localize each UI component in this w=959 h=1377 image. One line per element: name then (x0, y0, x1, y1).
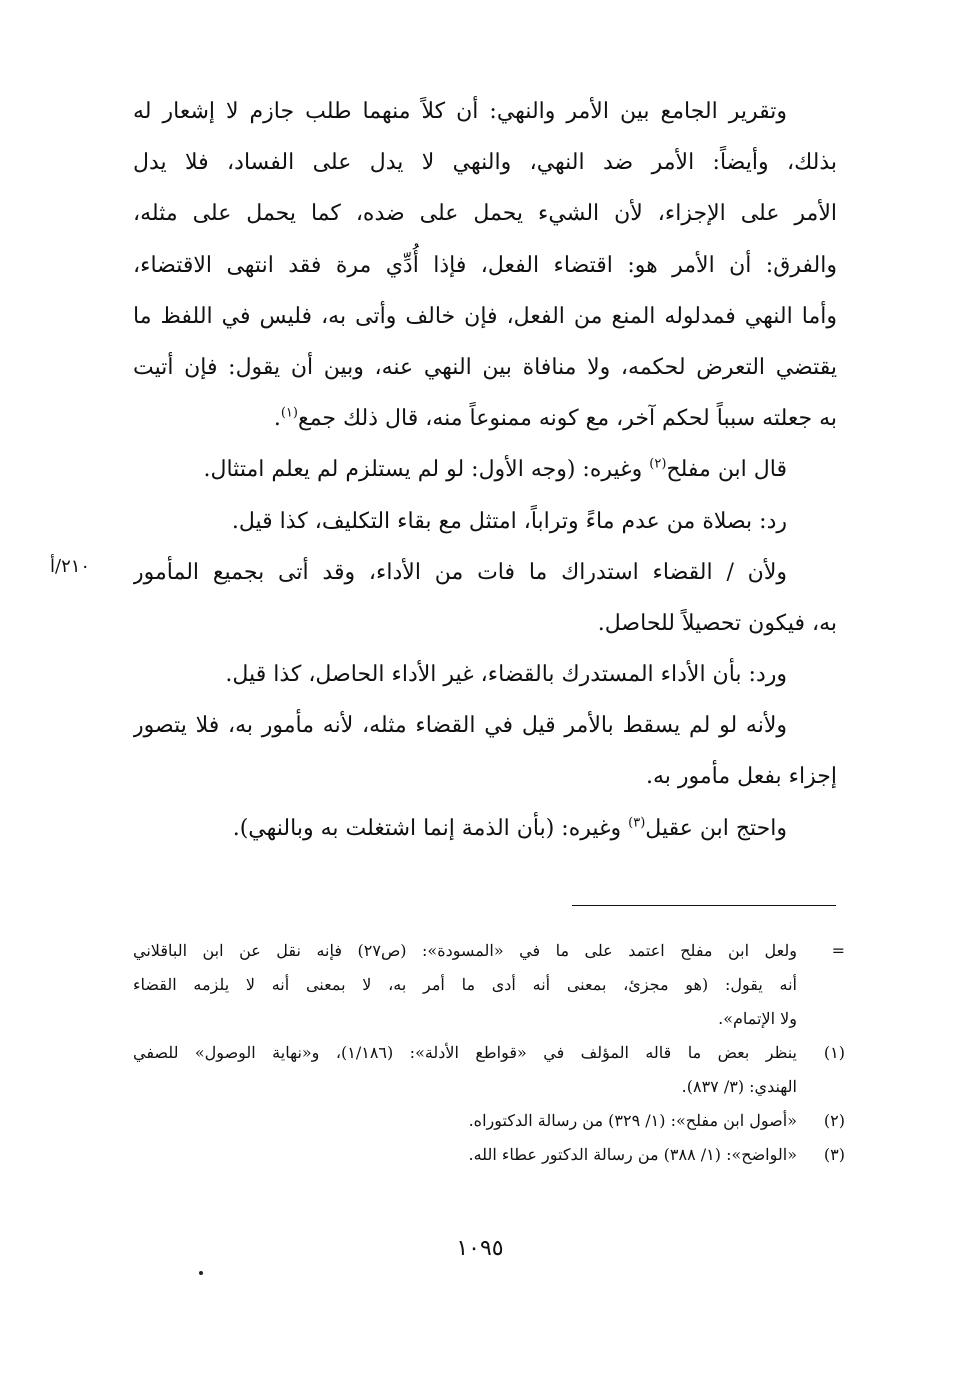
footnote-3 (133, 1138, 845, 1172)
main-line (133, 803, 837, 854)
line-end-period: . (273, 406, 281, 432)
footnote-line: ينظر بعض ما قاله المؤلف في «قواطع الأدلة»: (١/١٨٦)، و«نهاية الوصول» للصفي (133, 1043, 797, 1062)
footnote-ref: (١) (280, 405, 298, 421)
main-line: إجزاء بفعل مأمور به. (646, 764, 837, 790)
footnote-number: (٢) (823, 1111, 845, 1130)
footnote-continuation (133, 934, 845, 1036)
main-line-text: به جعلته سبباً لحكم آخر، مع كونه ممنوعاً منه، قال ذلك جمع (297, 406, 837, 432)
page-number: ١٠٩٥ (456, 1236, 504, 1261)
footnote-2 (133, 1104, 845, 1138)
main-line: ولأن / القضاء استدراك ما فات من الأداء، وقد أتى بجميع المأمور (133, 559, 787, 585)
manuscript-folio-note: ٢١٠/أ (50, 556, 91, 577)
footnote-line: أنه يقول: (هو مجزئ، بمعنى أنه أدى ما أمر به، لا بمعنى أنه لا يلزمه القضاء (133, 975, 797, 994)
main-line: به، فيكون تحصيلاً للحاصل. (597, 610, 837, 636)
main-line: ولأنه لو لم يسقط بالأمر قيل في القضاء مثله، لأنه مأمور به، فلا يتصور (133, 713, 787, 739)
main-line: ورد: بأن الأداء المستدرك بالقضاء، غير الأداء الحاصل، كذا قيل. (225, 662, 787, 688)
main-line: الأمر على الإجزاء، لأن الشيء يحمل على ضده، كما يحمل على مثله، (133, 201, 837, 227)
main-line (133, 393, 837, 444)
continuation-marker: = (831, 941, 845, 960)
main-line-text: واحتج ابن عقيل (645, 815, 787, 841)
footnote-line: ولعل ابن مفلح اعتمد على ما في «المسودة»: (ص٢٧) فإنه نقل عن ابن الباقلاني (133, 941, 797, 960)
print-speck (199, 1271, 203, 1275)
main-line: يقتضي التعرض لحكمه، ولا منافاة بين النهي عنه، وبين أن يقول: فإن أتيت (133, 354, 837, 380)
footnote-ref: (٢) (649, 456, 667, 472)
main-line: رد: بصلاة من عدم ماءً وتراباً، امتثل مع بقاء التكليف، كذا قيل. (231, 508, 787, 534)
main-line (133, 444, 837, 495)
footnote-line: «الواضح»: (١/ ٣٨٨) من رسالة الدكتور عطاء الله. (468, 1145, 797, 1164)
footnotes-section (133, 934, 845, 1172)
footnote-line: «أصول ابن مفلح»: (١/ ٣٢٩) من رسالة الدكتوراه. (468, 1111, 797, 1130)
footnote-separator (572, 905, 836, 906)
main-text-body (133, 86, 837, 854)
main-line: بذلك، وأيضاً: الأمر ضد النهي، والنهي لا يدل على الفساد، فلا يدل (133, 150, 837, 176)
footnote-number: (١) (823, 1043, 845, 1062)
footnote-1 (133, 1036, 845, 1104)
main-line: وتقرير الجامع بين الأمر والنهي: أن كلاً منهما طلب جازم لا إشعار له (133, 99, 787, 124)
footnote-ref: (٣) (628, 815, 646, 831)
footnote-line: الهندي: (٣/ ٨٣٧). (681, 1077, 797, 1096)
main-line: وأما النهي فمدلوله المنع من الفعل، فإن خالف وأتى به، فليس في اللفظ ما (133, 303, 837, 329)
main-line-text: قال ابن مفلح (666, 457, 787, 483)
footnote-line: ولا الإتمام». (718, 1009, 797, 1028)
main-line-text: وغيره: (بأن الذمة إنما اشتغلت به وبالنهي). (232, 815, 622, 841)
footnote-number: (٣) (823, 1145, 845, 1164)
main-line: والفرق: أن الأمر هو: اقتضاء الفعل، فإذا أُدِّي مرة فقد انتهى الاقتضاء، (133, 252, 837, 278)
main-line-text: وغيره: (وجه الأول: لو لم يستلزم لم يعلم امتثال. (203, 457, 643, 483)
